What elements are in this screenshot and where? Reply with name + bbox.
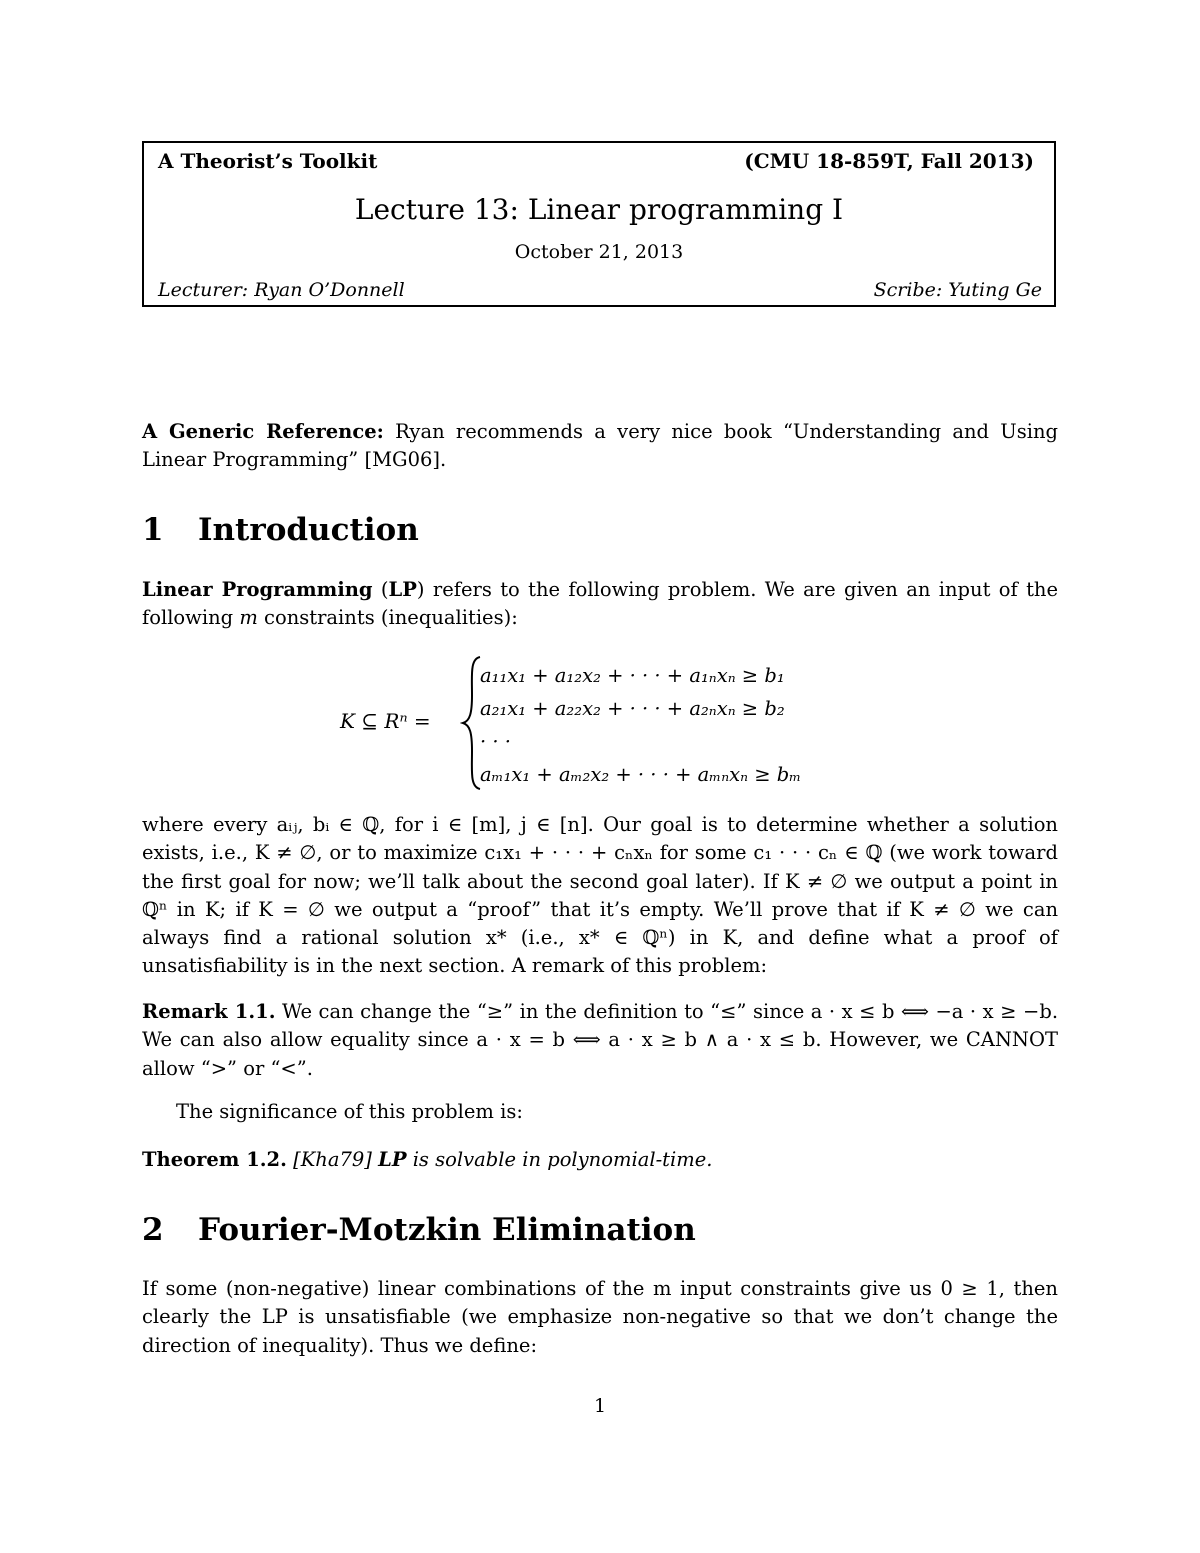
reference-text: Ryan recommends a very nice book “Understanding and Using Linear Programming” [MG06]. [142,420,1058,472]
lecture-header-box [142,141,1056,307]
intro-text-b: constraints (inequalities): [264,606,518,630]
theorem-cite: [Kha79] [293,1148,372,1171]
equation-line: a₁₁x₁ + a₁₂x₂ + · · · + a₁ₙxₙ ≥ b₁ [480,664,785,687]
theorem-paragraph [142,1146,1058,1174]
reference-label: A Generic Reference: [142,420,384,443]
where-paragraph: where every aᵢⱼ, bᵢ ∈ ℚ, for i ∈ [m], j ∈ [n]. Our goal is to determine whether a solution exists, i.e., K ≠ ∅, or to maximize c₁x₁ + · · · + cₙxₙ for some c₁ · · · cₙ ∈ ℚ (we work toward the first goal for now; we’ll talk about the second goal later). If K ≠ ∅ we output a point in ℚⁿ in K; if K = ∅ we output a “proof” that it’s empty. We’ll prove that if K ≠ ∅ we can always find a rational solution x* (i.e., x* ∈ ℚⁿ) in K, and define what a proof of unsatisfiability is in the next section. A remark of this problem: [142,813,1058,978]
section-heading-2 [142,1212,696,1248]
theorem-lp: LP [378,1148,407,1171]
intro-paragraph: Linear Programming (LP) refers to the following problem. We are given an input of the following m constraints (inequalities): [142,578,1059,630]
remark-text: We can change the “≥” in the definition to “≤” since a · x ≤ b ⟺ −a · x ≥ −b. We can also allow equality since a · x = b ⟺ a · x ≥ b ∧ a · x ≤ b. However, we CANNOT allow “>” or “<”. [142,1000,1059,1080]
equation-lhs: K ⊆ Rⁿ = [340,709,431,733]
course-name: A Theorist’s Toolkit [158,149,378,173]
section-heading-1 [142,512,419,548]
var-m: m [239,606,258,630]
significance-text: The significance of this problem is: [176,1100,523,1123]
section-title: Introduction [198,512,419,548]
constraint-system-equation [340,655,900,795]
remark-label: Remark 1.1. [142,1000,276,1023]
scribe: Scribe: Yuting Ge [873,279,1042,301]
course-code: (CMU 18-859T, Fall 2013) [744,149,1034,173]
fourier-motzkin-paragraph: If some (non-negative) linear combinations of the m input constraints give us 0 ≥ 1, then clearly the LP is unsatisfiable (we emphasize non-negative so that we don’t change the direction of inequality). Thus we define: [142,1277,1058,1357]
intro-text-a: refers to the following problem. We are given an input of the following [142,578,1059,630]
remark-paragraph [142,998,1058,1083]
lp-abbr: LP [388,578,417,601]
lecture-date: October 21, 2013 [514,241,684,263]
theorem-label: Theorem 1.2. [142,1148,287,1171]
theorem-text: is solvable in polynomial-time. [412,1148,713,1171]
page-number: 1 [593,1395,607,1417]
section-number: 2 [142,1212,164,1248]
lecture-title: Lecture 13: Linear programming I [354,193,844,226]
equation-line: aₘ₁x₁ + aₘ₂x₂ + · · · + aₘₙxₙ ≥ bₘ [480,763,802,786]
equation-lines [480,661,801,793]
lp-term: Linear Programming [142,578,373,601]
equation-line: a₂₁x₁ + a₂₂x₂ + · · · + a₂ₙxₙ ≥ b₂ [480,697,785,720]
section-title: Fourier-Motzkin Elimination [198,1212,696,1248]
equation-line: · · · [480,730,511,753]
section-number: 1 [142,512,164,548]
lecturer: Lecturer: Ryan O’Donnell [158,279,405,301]
reference-paragraph [142,418,1058,475]
